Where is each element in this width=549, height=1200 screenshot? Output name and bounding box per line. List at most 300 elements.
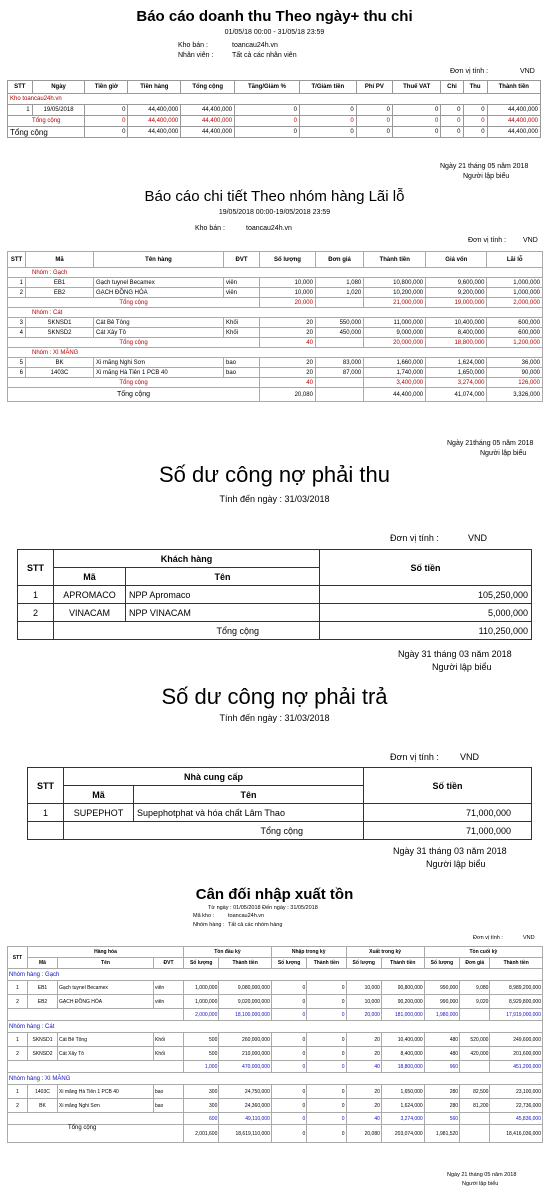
group-row xyxy=(8,308,543,318)
cell: 10,800,000 xyxy=(364,278,426,288)
cell: 0 xyxy=(85,127,128,138)
cell: 0 xyxy=(356,127,392,138)
empty-cell xyxy=(28,822,64,840)
group-label: Nhóm : XI MĂNG xyxy=(8,348,543,358)
cell: 90,000 xyxy=(487,368,543,378)
cell: 280 xyxy=(424,1085,459,1099)
profit-report xyxy=(0,185,549,460)
cell: Supephotphat và hóa chất Lâm Thao xyxy=(134,804,364,822)
cell: 4 xyxy=(8,328,26,338)
report-date: Ngày 21 tháng 05 năm 2018 xyxy=(440,163,529,170)
cell: 0 xyxy=(271,1099,306,1113)
inventory-report xyxy=(0,880,549,1200)
subtotal-row xyxy=(8,1061,543,1073)
column-header: Thành tiền xyxy=(364,252,426,268)
table-row xyxy=(8,995,543,1009)
unit-value: VND xyxy=(468,533,488,543)
cell: 10,000 xyxy=(260,278,316,288)
cell: 0 xyxy=(271,1113,306,1125)
cell: 3,274,000 xyxy=(381,1113,424,1125)
cell: 1,980,000 xyxy=(424,1009,459,1021)
column-header: Số tiền xyxy=(320,550,532,586)
cell: 8,989,200,000 xyxy=(490,981,543,995)
report-title: Cân đối nhập xuất tồn xyxy=(195,886,354,903)
table-row xyxy=(8,358,543,368)
cell: 18,619,110,000 xyxy=(219,1125,271,1143)
cell: 300 xyxy=(184,1085,219,1099)
column-header: Lãi lỗ xyxy=(487,252,543,268)
cell: 1,000,000 xyxy=(184,995,219,1009)
table-header xyxy=(8,958,543,969)
cell: 5 xyxy=(8,358,26,368)
cell: 20 xyxy=(260,318,316,328)
table-row xyxy=(8,318,543,328)
cell: 1,624,000 xyxy=(381,1099,424,1113)
cell: 90,800,000 xyxy=(381,981,424,995)
column-header: Thành tiền xyxy=(487,81,540,94)
cell: Xi măng Nghi Sơn xyxy=(94,358,224,368)
subtotal-row xyxy=(8,116,541,127)
cell: NPP VINACAM xyxy=(126,604,320,622)
cell: 17,919,000,000 xyxy=(490,1009,543,1021)
cell xyxy=(315,388,363,402)
cell: 1403C xyxy=(28,1085,58,1099)
cell: 18,800,000 xyxy=(381,1061,424,1073)
cell: 18,416,036,000 xyxy=(490,1125,543,1143)
cell: EB1 xyxy=(28,981,58,995)
cell: 0 xyxy=(271,1047,306,1061)
cell: 10,400,000 xyxy=(381,1033,424,1047)
table-row xyxy=(8,278,543,288)
cell: APROMACO xyxy=(54,586,126,604)
cell: 105,250,000 xyxy=(320,586,532,604)
cell: 44,400,000 xyxy=(181,127,235,138)
cell: 1 xyxy=(8,105,33,116)
cell xyxy=(460,1113,490,1125)
store-label: Kho bán : xyxy=(178,42,208,49)
column-header: Tăng/Giảm % xyxy=(235,81,300,94)
column-header: Mã xyxy=(64,786,134,804)
empty-cell xyxy=(18,622,54,640)
cell: 0 xyxy=(356,105,392,116)
revenue-table xyxy=(7,80,541,138)
total-label: Tổng cộng xyxy=(8,1125,184,1143)
cell: BK xyxy=(26,358,94,368)
cell: 1,740,000 xyxy=(364,368,426,378)
store-label: Mã kho : xyxy=(193,913,215,919)
cell: GẠCH ĐỒNG HÓA xyxy=(58,995,154,1009)
cell: 9,080,000,000 xyxy=(219,981,271,995)
column-header: STT xyxy=(8,947,28,969)
cell: SKNSD1 xyxy=(26,318,94,328)
cell: 1,080 xyxy=(315,278,363,288)
cell: 83,000 xyxy=(315,358,363,368)
column-header: Tiền hàng xyxy=(128,81,181,94)
cell: 9,200,000 xyxy=(426,288,487,298)
table-row xyxy=(8,288,543,298)
unit-value: VND xyxy=(460,752,480,762)
cell: Khối xyxy=(154,1047,184,1061)
column-header: ĐVT xyxy=(224,252,260,268)
cell: 126,000 xyxy=(487,378,543,388)
cell: Gạch tuynel Becamex xyxy=(94,278,224,288)
cell xyxy=(315,338,363,348)
total-label: Tổng cộng xyxy=(54,622,320,640)
group-label: Nhóm : Gạch xyxy=(8,268,543,278)
group-label: Nhóm hàng : Cát xyxy=(8,1021,543,1033)
subtotal-label: Tổng cộng xyxy=(8,116,85,127)
unit-label: Đơn vị tính : xyxy=(450,68,489,75)
revenue-report xyxy=(0,0,549,185)
cell: 1 xyxy=(18,586,54,604)
cell: 10,400,000 xyxy=(426,318,487,328)
report-title: Báo cáo doanh thu Theo ngày+ thu chi xyxy=(136,8,413,25)
empty-cell xyxy=(8,1061,184,1073)
cell: 550,000 xyxy=(315,318,363,328)
report-title: Số dư công nợ phải trả xyxy=(161,684,388,709)
group-label: Nhóm : Cát xyxy=(8,308,543,318)
cell: 0 xyxy=(463,127,487,138)
table-row xyxy=(18,586,532,604)
cell: 0 xyxy=(299,127,356,138)
report-period: 01/05/18 00:00 - 31/05/18 23:59 xyxy=(224,29,325,36)
column-header: Giá vốn xyxy=(426,252,487,268)
cell: 450,000 xyxy=(315,328,363,338)
cell: 24,750,000 xyxy=(219,1085,271,1099)
cell: 0 xyxy=(271,1125,306,1143)
cell: 0 xyxy=(307,1085,346,1099)
report-asof: Tính đến ngày : 31/03/2018 xyxy=(219,494,330,504)
cell: 20,080 xyxy=(346,1125,381,1143)
cell: 600,000 xyxy=(487,318,543,328)
inventory-table xyxy=(7,946,543,1143)
subtotal-label: Tổng cộng xyxy=(8,298,260,308)
group-row xyxy=(8,94,541,105)
cell: 2,001,600 xyxy=(184,1125,219,1143)
cell: EB1 xyxy=(26,278,94,288)
subtotal-row xyxy=(8,1113,543,1125)
cell: 8,400,000 xyxy=(381,1047,424,1061)
signer-label: Người lập biểu xyxy=(480,450,527,457)
cell: Cát Xây Tô xyxy=(58,1047,154,1061)
cell: 0 xyxy=(356,116,392,127)
column-header: Tồn đầu kỳ xyxy=(184,947,272,958)
column-header: Chi xyxy=(441,81,463,94)
store-label: Kho bán : xyxy=(195,225,225,232)
cell: 1,650,000 xyxy=(381,1085,424,1099)
report-title: Báo cáo chi tiết Theo nhóm hàng Lãi lỗ xyxy=(144,188,405,205)
cell: 0 xyxy=(441,116,463,127)
table-row xyxy=(8,368,543,378)
cell: 1,200,000 xyxy=(487,338,543,348)
cell: 500 xyxy=(184,1047,219,1061)
total-row xyxy=(8,127,541,138)
column-header: Thành tiền xyxy=(490,958,543,969)
cell: 22,736,000 xyxy=(490,1099,543,1113)
cell: 3 xyxy=(8,318,26,328)
cell: GẠCH ĐỒNG HÓA xyxy=(94,288,224,298)
profit-table xyxy=(7,251,543,402)
cell: NPP Apromaco xyxy=(126,586,320,604)
cell: Xi măng Nghi Sơn xyxy=(58,1099,154,1113)
cell: Xi măng Hà Tiên 1 PCB 40 xyxy=(94,368,224,378)
cell: 71,000,000 xyxy=(364,822,532,840)
cell: 18,800,000 xyxy=(426,338,487,348)
cell: 0 xyxy=(85,116,128,127)
cell: 19,000,000 xyxy=(426,298,487,308)
cell: 203,074,000 xyxy=(381,1125,424,1143)
cell: 2 xyxy=(18,604,54,622)
report-date: Ngày 21 tháng 05 năm 2018 xyxy=(447,1172,517,1178)
group-row xyxy=(8,268,543,278)
cell: 0 xyxy=(235,116,300,127)
cell: viên xyxy=(224,288,260,298)
cell: 44,400,000 xyxy=(128,127,181,138)
cell: 9,600,000 xyxy=(426,278,487,288)
cell: VINACAM xyxy=(54,604,126,622)
signer-label: Người lập biểu xyxy=(463,173,510,180)
cell: 11,000,000 xyxy=(364,318,426,328)
cell: 0 xyxy=(307,1033,346,1047)
payable-table xyxy=(27,767,532,840)
column-header: Tồn cuối kỳ xyxy=(424,947,542,958)
table-row xyxy=(8,1099,543,1113)
cell: 600 xyxy=(184,1113,219,1125)
report-date: Ngày 31 tháng 03 năm 2018 xyxy=(393,846,507,856)
cell: 0 xyxy=(235,127,300,138)
cell: 36,000 xyxy=(487,358,543,368)
cell: EB2 xyxy=(28,995,58,1009)
cell: 2 xyxy=(8,995,28,1009)
store-value: toancau24h.vn xyxy=(228,913,265,919)
cell: 960 xyxy=(424,1061,459,1073)
cell: 1,624,000 xyxy=(426,358,487,368)
table-row xyxy=(8,105,541,116)
cell: 1,981,520 xyxy=(424,1125,459,1143)
cell: Khối xyxy=(224,318,260,328)
cell: 24,360,000 xyxy=(219,1099,271,1113)
cell: 1 xyxy=(8,981,28,995)
cell: 451,200,000 xyxy=(490,1061,543,1073)
table-row xyxy=(8,1047,543,1061)
cell: 0 xyxy=(271,1033,306,1047)
subtotal-row xyxy=(8,298,543,308)
cell: 21,000,000 xyxy=(364,298,426,308)
column-header: Số lượng xyxy=(260,252,316,268)
cell: 40 xyxy=(260,378,316,388)
cell: 20 xyxy=(260,368,316,378)
cell: SKNSD2 xyxy=(26,328,94,338)
cell: 1,650,000 xyxy=(426,368,487,378)
receivable-table xyxy=(17,549,532,640)
cell: SUPEPHOT xyxy=(64,804,134,822)
table-header xyxy=(18,550,532,568)
cell: 20 xyxy=(346,1047,381,1061)
cell: bao xyxy=(154,1099,184,1113)
cell: 110,250,000 xyxy=(320,622,532,640)
cell xyxy=(460,1125,490,1143)
unit-label: Đơn vị tính : xyxy=(390,533,439,543)
empty-cell xyxy=(8,1009,184,1021)
column-header: STT xyxy=(18,550,54,586)
cell: 1,020 xyxy=(315,288,363,298)
unit-label: Đơn vị tính : xyxy=(473,935,503,941)
cell: 0 xyxy=(392,105,440,116)
cell: 2,000,000 xyxy=(184,1009,219,1021)
column-header: Tên xyxy=(126,568,320,586)
table-row xyxy=(8,1085,543,1099)
unit-value: VND xyxy=(523,237,538,244)
cell: 44,400,000 xyxy=(487,127,540,138)
group-row xyxy=(8,1073,543,1085)
table-header xyxy=(28,768,532,786)
group-row xyxy=(8,969,543,981)
cell: 260,000,000 xyxy=(219,1033,271,1047)
payable-report xyxy=(0,680,549,880)
total-label: Tổng cộng xyxy=(64,822,364,840)
cell: 0 xyxy=(307,981,346,995)
cell: Xi măng Hà Tiên 1 PCB 40 xyxy=(58,1085,154,1099)
subtotal-row xyxy=(8,1009,543,1021)
cell: 1,660,000 xyxy=(364,358,426,368)
group-filter-label: Nhóm hàng : xyxy=(193,922,225,928)
cell: 20 xyxy=(346,1099,381,1113)
cell: 87,000 xyxy=(315,368,363,378)
subtotal-label: Tổng cộng xyxy=(8,378,260,388)
table-row xyxy=(8,981,543,995)
cell: 9,080 xyxy=(460,981,490,995)
cell: 280 xyxy=(424,1099,459,1113)
cell: 500 xyxy=(184,1033,219,1047)
column-header: Thành tiền xyxy=(219,958,271,969)
cell: 3,274,000 xyxy=(426,378,487,388)
cell xyxy=(460,1061,490,1073)
cell: 20,000 xyxy=(260,298,316,308)
cell: 44,400,000 xyxy=(181,116,235,127)
report-date: Ngày 21tháng 05 năm 2018 xyxy=(447,440,534,447)
report-date: Ngày 31 tháng 03 năm 2018 xyxy=(398,649,512,659)
total-row xyxy=(8,1125,543,1143)
cell: 210,000,000 xyxy=(219,1047,271,1061)
cell: Cát Xây Tô xyxy=(94,328,224,338)
column-header: Thành tiền xyxy=(307,958,346,969)
column-header: Mã xyxy=(28,958,58,969)
column-header: Phí PV xyxy=(356,81,392,94)
cell: 181,000,000 xyxy=(381,1009,424,1021)
cell: 0 xyxy=(307,995,346,1009)
column-header: Thuế VAT xyxy=(392,81,440,94)
total-label: Tổng cộng xyxy=(8,388,260,402)
table-row xyxy=(28,804,532,822)
subtotal-label: Tổng cộng xyxy=(8,338,260,348)
table-header xyxy=(8,252,543,268)
column-header: Thành tiền xyxy=(381,958,424,969)
cell: 0 xyxy=(307,1009,346,1021)
cell: 0 xyxy=(392,116,440,127)
cell: 0 xyxy=(271,1085,306,1099)
total-row xyxy=(8,388,543,402)
cell: 49,110,000 xyxy=(219,1113,271,1125)
cell: 10,000 xyxy=(346,981,381,995)
cell: 44,400,000 xyxy=(181,105,235,116)
column-header: Tên xyxy=(58,958,154,969)
cell: 0 xyxy=(307,1061,346,1073)
cell xyxy=(315,378,363,388)
cell: 44,400,000 xyxy=(364,388,426,402)
cell: viên xyxy=(154,981,184,995)
cell: 2 xyxy=(8,1099,28,1113)
cell: 480 xyxy=(424,1047,459,1061)
report-period: 19/05/2018 00:00-19/05/2018 23:59 xyxy=(218,209,331,216)
cell: bao xyxy=(224,368,260,378)
cell: viên xyxy=(154,995,184,1009)
total-label: Tổng cộng xyxy=(8,127,85,138)
cell: 41,074,000 xyxy=(426,388,487,402)
cell: 20,000,000 xyxy=(364,338,426,348)
cell: 8,400,000 xyxy=(426,328,487,338)
cell: 44,400,000 xyxy=(128,105,181,116)
cell: BK xyxy=(28,1099,58,1113)
cell: 20 xyxy=(260,358,316,368)
cell: 40 xyxy=(346,1061,381,1073)
cell: 1403C xyxy=(26,368,94,378)
column-header: STT xyxy=(8,81,33,94)
cell: 3,326,000 xyxy=(487,388,543,402)
store-value: toancau24h.vn xyxy=(232,42,278,49)
cell: 81,200 xyxy=(460,1099,490,1113)
column-header: STT xyxy=(8,252,26,268)
cell: 1,000 xyxy=(184,1061,219,1073)
column-header: STT xyxy=(28,768,64,804)
cell: 0 xyxy=(307,1047,346,1061)
cell: 1,000,000 xyxy=(487,288,543,298)
unit-label: Đơn vị tính : xyxy=(390,752,439,762)
report-asof: Tính đến ngày : 31/03/2018 xyxy=(219,713,330,723)
column-header: Số lượng xyxy=(184,958,219,969)
cell: Khối xyxy=(224,328,260,338)
cell: 201,600,000 xyxy=(490,1047,543,1061)
cell: bao xyxy=(154,1085,184,1099)
group-label: Kho toancau24h.vn xyxy=(8,94,541,105)
table-row xyxy=(8,328,543,338)
column-header: Nhập trong kỳ xyxy=(271,947,346,958)
cell: 470,000,000 xyxy=(219,1061,271,1073)
column-header: Xuất trong kỳ xyxy=(346,947,424,958)
column-header: Mã xyxy=(26,252,94,268)
cell: 1 xyxy=(8,1085,28,1099)
cell: 20,080 xyxy=(260,388,316,402)
cell: 9,020 xyxy=(460,995,490,1009)
signer-label: Người lập biểu xyxy=(462,1181,499,1187)
cell: SKNSD2 xyxy=(28,1047,58,1061)
column-header: Hàng hóa xyxy=(28,947,184,958)
cell: 9,020,000,000 xyxy=(219,995,271,1009)
column-header: Mã xyxy=(54,568,126,586)
cell: bao xyxy=(224,358,260,368)
cell: 0 xyxy=(85,105,128,116)
cell: 3,400,000 xyxy=(364,378,426,388)
report-title: Số dư công nợ phải thu xyxy=(159,462,390,487)
column-header: Nhà cung cấp xyxy=(64,768,364,786)
cell: 1,000,000 xyxy=(487,278,543,288)
column-header: Thu xyxy=(463,81,487,94)
cell: 10,200,000 xyxy=(364,288,426,298)
cell: 0 xyxy=(307,1099,346,1113)
cell: 0 xyxy=(441,105,463,116)
cell xyxy=(315,298,363,308)
column-header: ĐVT xyxy=(154,958,184,969)
cell: 19/05/2018 xyxy=(32,105,85,116)
